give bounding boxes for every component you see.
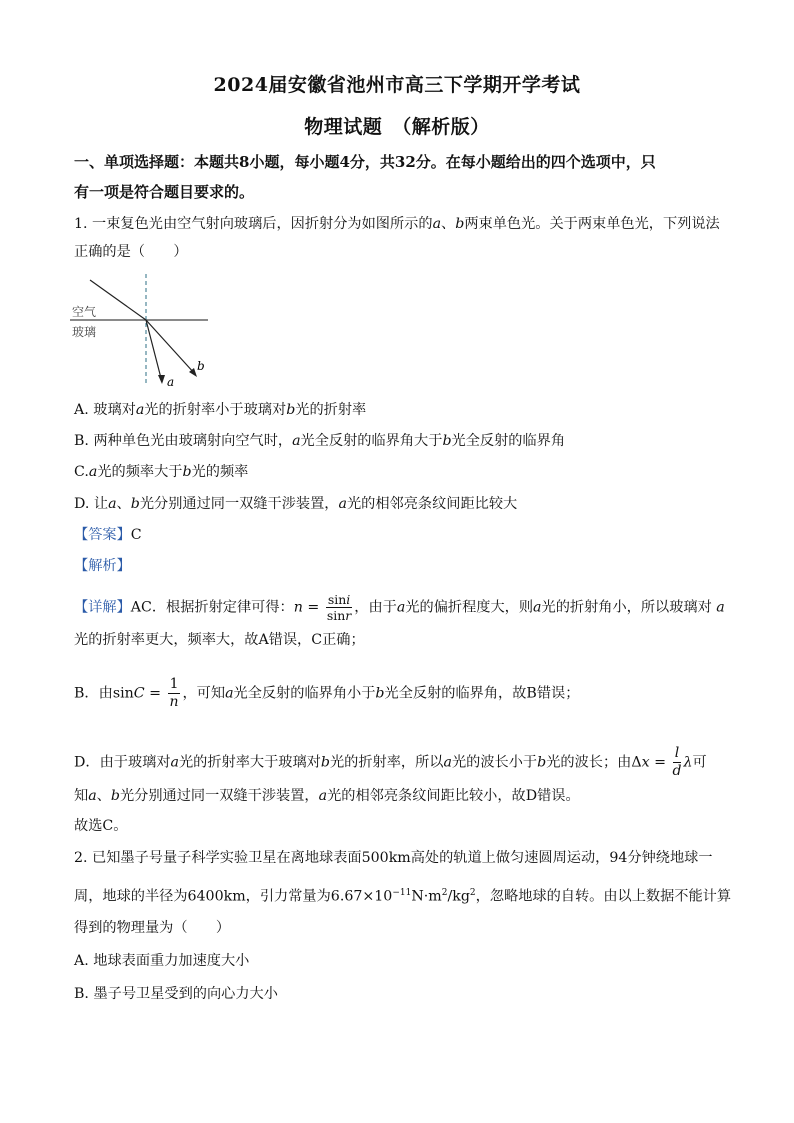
q2-option-b: B. 墨子号卫星受到的向心力大小 xyxy=(74,986,278,1002)
label-air: 空气 xyxy=(72,305,97,319)
fringe-spacing-fraction: $\frac{l}{d}$ xyxy=(672,745,682,779)
q1-option-a: A. 玻璃对a光的折射率小于玻璃对b光的折射率 xyxy=(74,402,367,418)
q1-stem-line1: 1. 一束复色光由空气射向玻璃后，因折射分为如图所示的a、b两束单色光。关于两束单色光，下列说法 xyxy=(74,216,720,232)
label-glass: 玻璃 xyxy=(72,325,97,339)
exam-subtitle: 物理试题 （解析版） xyxy=(304,116,490,138)
q1-detail-line1: 【详解】AC．根据折射定律可得：n = $\frac{\sin i}{\sin r}$ ，由于a光的偏折程度大，则a光的折射角小，所以玻璃对 a xyxy=(74,592,725,623)
q1-analysis-tag: 【解析】 xyxy=(74,558,131,574)
incident-ray xyxy=(90,280,146,320)
q2-option-a: A. 地球表面重力加速度大小 xyxy=(74,953,250,969)
label-ray-a: a xyxy=(167,375,175,389)
q1-option-b: B. 两种单色光由玻璃射向空气时，a光全反射的临界角大于b光全反射的临界角 xyxy=(74,433,566,449)
q1-option-c: C.a光的频率大于b光的频率 xyxy=(74,464,249,480)
snell-fraction: $\frac{\sin i}{\sin r}$ xyxy=(326,592,352,623)
critical-angle-fraction: $\frac{1}{n}$ xyxy=(169,676,179,710)
q1-stem-line2: 正确的是（ ） xyxy=(74,244,188,260)
q1-detail-line3: B．由sinC = $\frac{1}{n}$ ，可知a光全反射的临界角小于b光全反射的临界角，故B错误； xyxy=(74,676,580,710)
q1-answer: 【答案】C xyxy=(74,527,142,543)
exam-title: 2024届安徽省池州市高三下学期开学考试 xyxy=(213,74,581,96)
q1-detail-line5: 知a、b光分别通过同一双缝干涉装置，a光的相邻亮条纹间距比较小，故D错误。 xyxy=(74,788,580,804)
q1-option-d: D. 让a、b光分别通过同一双缝干涉装置，a光的相邻亮条纹间距比较大 xyxy=(74,496,518,512)
q1-conclusion: 故选C。 xyxy=(74,818,128,834)
refraction-diagram xyxy=(70,274,220,392)
q1-detail-line4: D．由于玻璃对a光的折射率大于玻璃对b光的折射率，所以a光的波长小于b光的波长；由Δx = $\frac{l}{d}$ λ可 xyxy=(74,745,707,779)
q1-detail-line2: 光的折射率更大，频率大，故A错误，C正确； xyxy=(74,632,365,648)
q2-stem-line3: 得到的物理量为（ ） xyxy=(74,920,231,936)
q2-stem-line1: 2. 已知墨子号量子科学实验卫星在离地球表面500km高处的轨道上做匀速圆周运动，94分钟绕地球一 xyxy=(74,850,713,866)
q2-stem-line2: 周，地球的半径为6400km，引力常量为$6.67\times 10^{-11}N\cdot m^2/kg^2$，忽略地球的自转。由以上数据不能计算 xyxy=(74,888,732,905)
label-ray-b: b xyxy=(197,359,205,373)
section-heading-line1: 一、单项选择题：本题共8小题，每小题4分，共32分。在每小题给出的四个选项中，只 xyxy=(74,153,656,171)
section-heading-line2: 有一项是符合题目要求的。 xyxy=(74,183,255,201)
